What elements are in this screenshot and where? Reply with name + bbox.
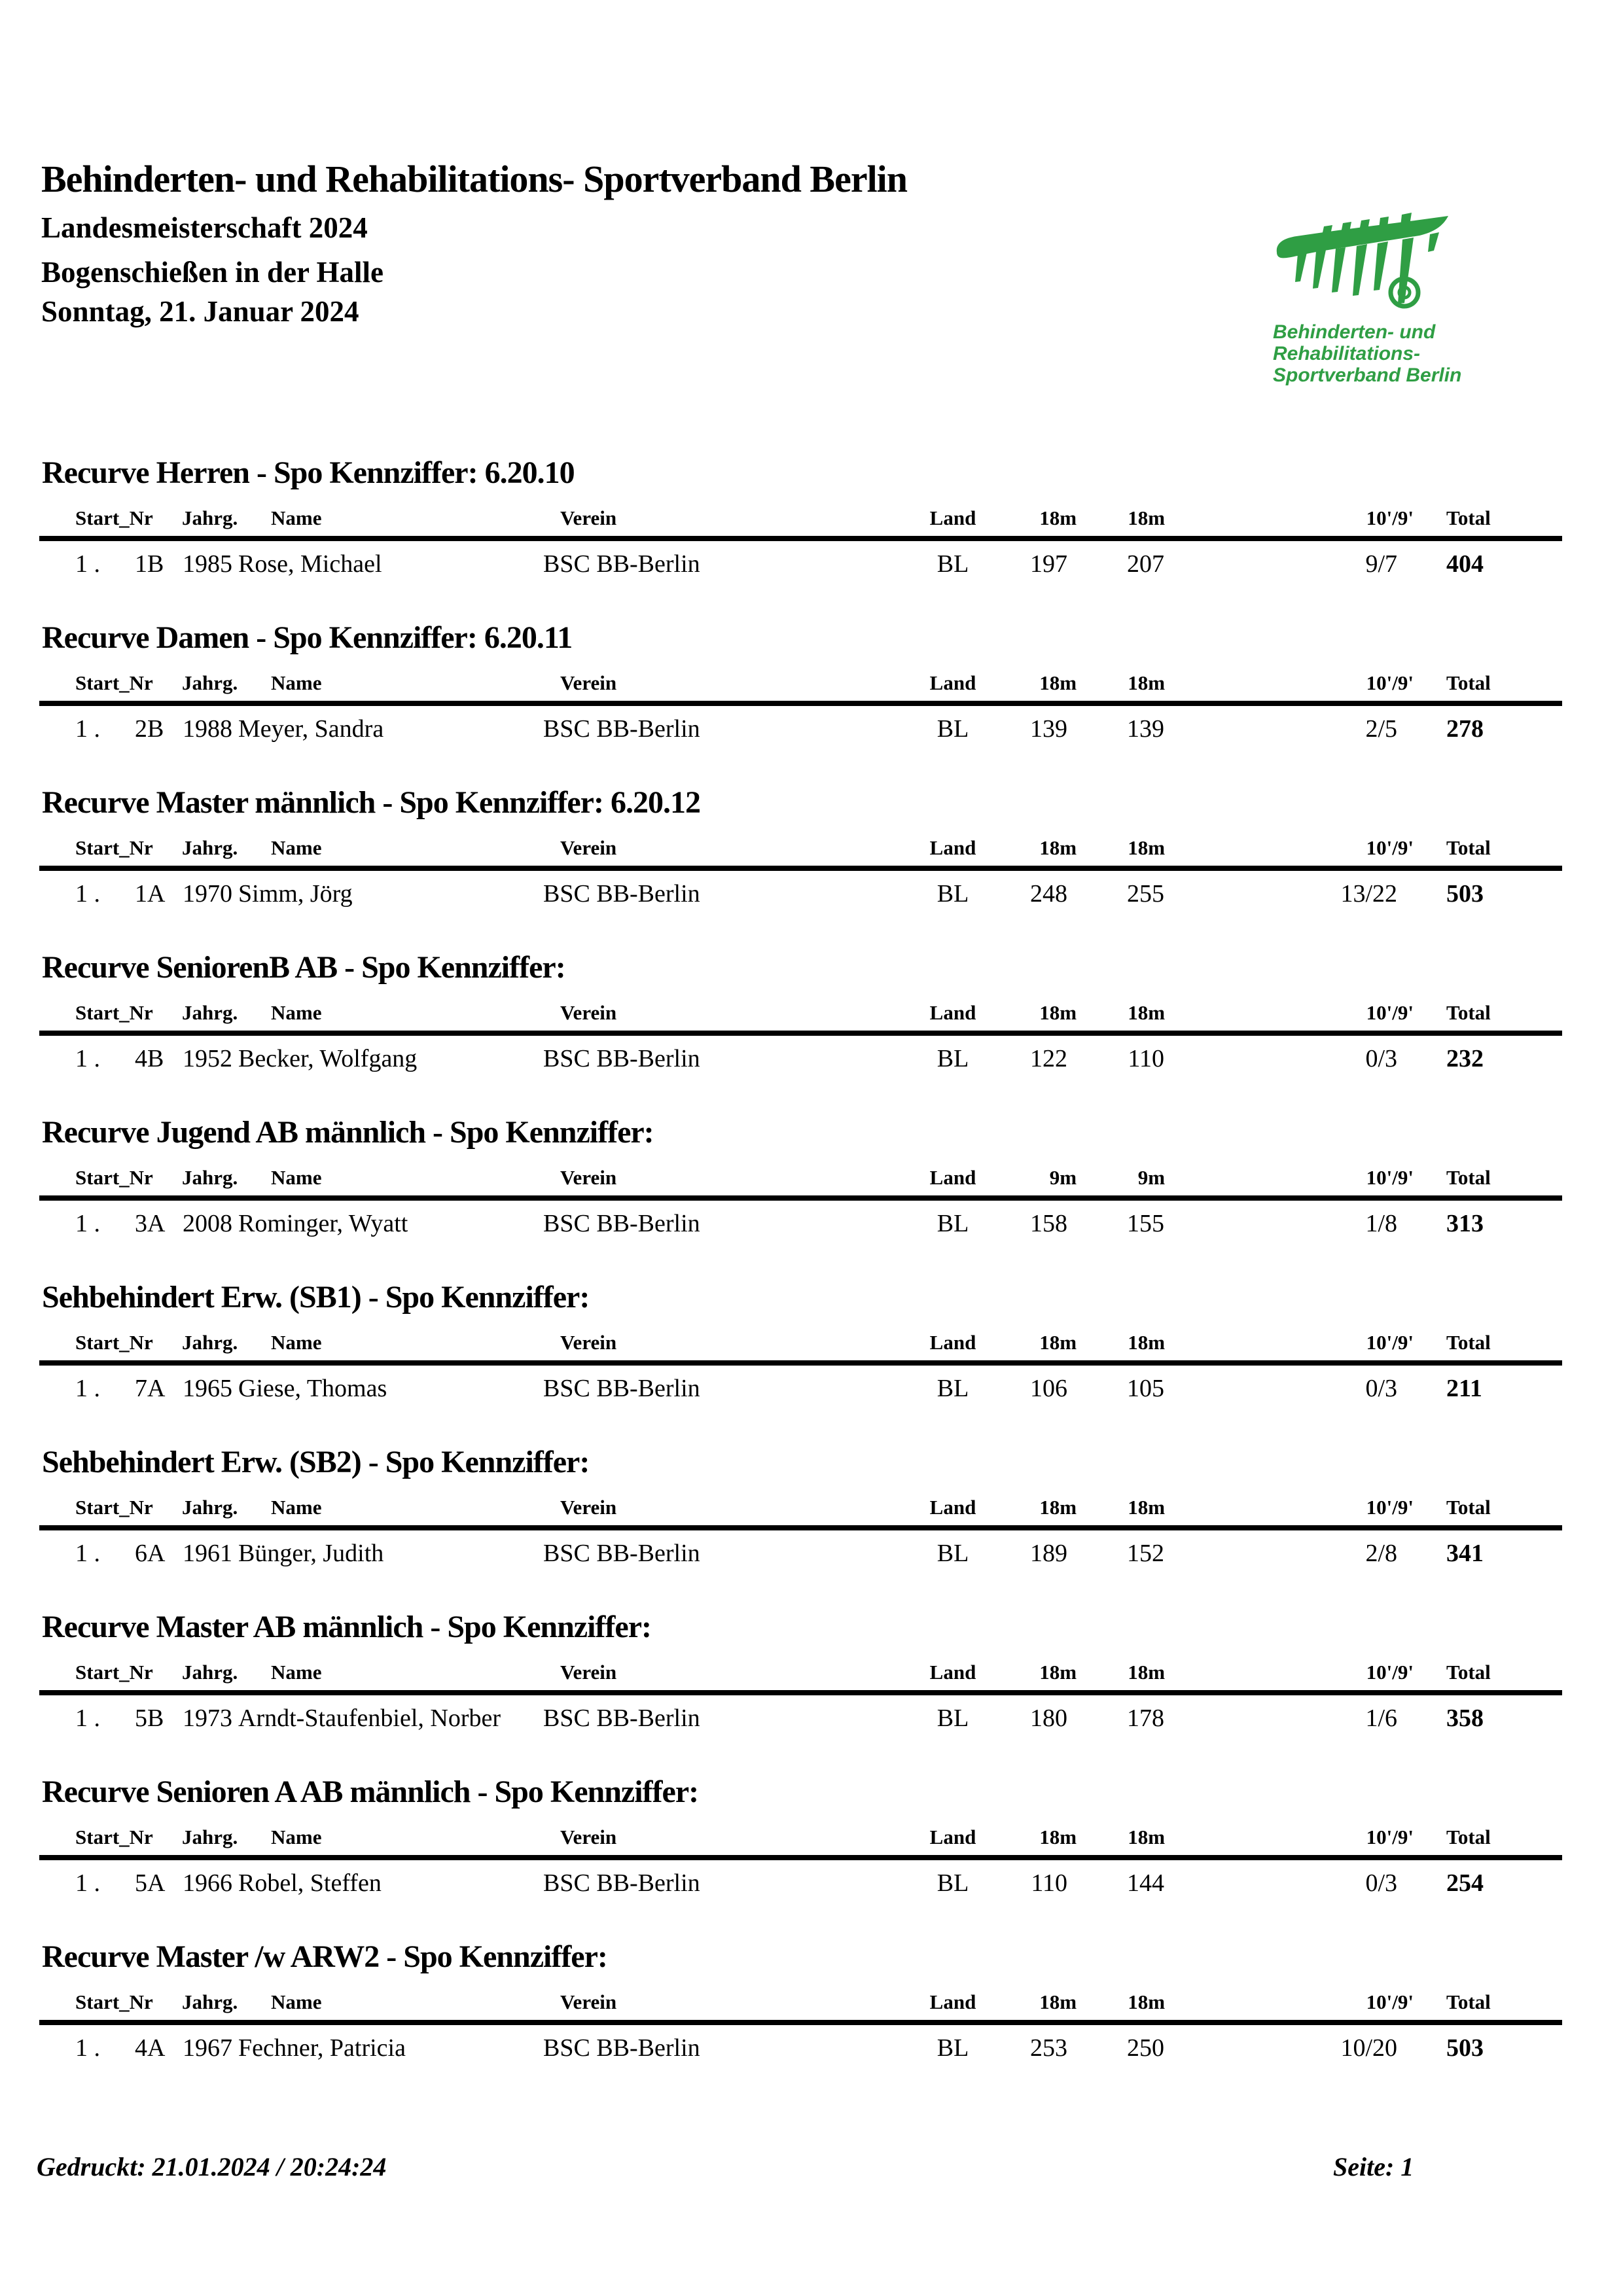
cell-score-2: 110 [1128,1045,1165,1072]
cell-total: 404 [1446,550,1484,578]
cell-land: BL [936,1869,969,1897]
section-heading: Recurve Jugend AB männlich - Spo Kennziffer: [42,1115,654,1150]
results-table [39,834,1562,910]
cell-name: Rominger, Wyatt [238,1210,408,1237]
cell-spacer [1492,2022,1562,2064]
cell-year: 1973 [183,1704,233,1732]
header-land: Land [920,1659,986,1693]
header-tens-nines: 10'/9' [1165,999,1433,1033]
cell-spacer [1492,539,1562,580]
result-section [39,786,1562,910]
cell-score-1: 106 [1030,1375,1068,1402]
results-table [39,1988,1562,2064]
page-number: Seite: 1 [1333,2152,1414,2181]
cell-score-1: 253 [1030,2034,1068,2062]
header-total: Total [1433,834,1492,868]
header-distance-1: 18m [986,1659,1077,1693]
cell-tens-nines: 1/8 [1365,1210,1398,1237]
cell-rank: 1 . [75,550,100,578]
cell-rank: 1 . [75,1869,100,1897]
cell-score-2: 105 [1127,1375,1165,1402]
cell-tens-nines: 1/6 [1365,1704,1398,1732]
table-header-row [39,999,1562,1033]
section-heading: Sehbehindert Erw. (SB1) - Spo Kennziffer: [42,1280,590,1315]
cell-rank: 1 . [75,1540,100,1567]
header-name: Name [238,834,543,868]
section-heading: Recurve Senioren A AB männlich - Spo Kennziffer: [42,1775,699,1809]
cell-tens-nines: 13/22 [1340,880,1398,908]
header-jahrg: Jahrg. [182,504,238,539]
table-row [39,1528,1562,1569]
cell-club: BSC BB-Berlin [543,550,700,578]
header-start-nr: Start_Nr [39,999,182,1033]
table-row [39,868,1562,910]
cell-rank: 1 . [75,2034,100,2062]
cell-score-2: 144 [1127,1869,1165,1897]
header-land: Land [920,1329,986,1363]
header-name: Name [238,669,543,703]
cell-start-nr: 5A [135,1869,166,1897]
cell-rank: 1 . [75,1045,100,1072]
results-table [39,1659,1562,1734]
header-name: Name [238,1988,543,2022]
header-jahrg: Jahrg. [182,1659,238,1693]
cell-spacer [1492,1363,1562,1404]
cell-total: 313 [1446,1210,1484,1237]
header-land: Land [920,669,986,703]
cell-score-2: 139 [1127,715,1165,743]
cell-spacer [1492,1858,1562,1899]
cell-year: 1966 [183,1869,233,1897]
header-jahrg: Jahrg. [182,834,238,868]
cell-start-nr: 6A [135,1540,166,1567]
cell-club: BSC BB-Berlin [543,2034,700,2062]
table-header-row [39,1824,1562,1858]
table-row [39,539,1562,580]
cell-rank: 1 . [75,1210,100,1237]
header-verein: Verein [543,669,920,703]
header-name: Name [238,999,543,1033]
page-title: Behinderten- und Rehabilitations- Sportverband Berlin [41,158,908,200]
cell-name: Meyer, Sandra [238,715,384,743]
cell-name: Becker, Wolfgang [238,1045,418,1072]
table-header-row [39,669,1562,703]
cell-tens-nines: 2/5 [1365,715,1398,743]
header-spacer [1492,1659,1562,1693]
table-row [39,1693,1562,1734]
header-total: Total [1433,999,1492,1033]
cell-name: Arndt-Staufenbiel, Norber [238,1704,501,1732]
header-spacer [1492,1494,1562,1528]
result-section [39,1116,1562,1239]
cell-year: 1952 [183,1045,233,1072]
cell-spacer [1492,703,1562,745]
cell-spacer [1492,1693,1562,1734]
header-tens-nines: 10'/9' [1165,504,1433,539]
header-distance-2: 18m [1077,834,1165,868]
header-tens-nines: 10'/9' [1165,1329,1433,1363]
header-name: Name [238,1164,543,1198]
subtitle-championship: Landesmeisterschaft 2024 [41,211,368,244]
cell-start-nr: 5B [135,1704,164,1732]
cell-score-1: 197 [1030,550,1068,578]
cell-year: 1965 [183,1375,233,1402]
cell-club: BSC BB-Berlin [543,1375,700,1402]
header-distance-2: 18m [1077,1494,1165,1528]
header-verein: Verein [543,504,920,539]
header-jahrg: Jahrg. [182,1494,238,1528]
table-header-row [39,1329,1562,1363]
result-section [39,1445,1562,1569]
cell-club: BSC BB-Berlin [543,1869,700,1897]
header-distance-1: 18m [986,999,1077,1033]
cell-name: Giese, Thomas [238,1375,387,1402]
cell-spacer [1492,1033,1562,1074]
table-row [39,2022,1562,2064]
header-verein: Verein [543,1659,920,1693]
header-land: Land [920,504,986,539]
header-start-nr: Start_Nr [39,1824,182,1858]
header-total: Total [1433,504,1492,539]
cell-year: 2008 [183,1210,233,1237]
cell-score-2: 152 [1127,1540,1165,1567]
result-section [39,951,1562,1074]
header-spacer [1492,669,1562,703]
header-verein: Verein [543,834,920,868]
header-start-nr: Start_Nr [39,1164,182,1198]
cell-club: BSC BB-Berlin [543,880,700,908]
results-table [39,504,1562,580]
header-verein: Verein [543,1164,920,1198]
cell-year: 1970 [183,880,233,908]
logo-text [1273,321,1469,386]
logo-text-line: Sportverband Berlin [1273,364,1462,386]
cell-start-nr: 4A [135,2034,166,2062]
result-section [39,1610,1562,1734]
section-heading: Recurve Master männlich - Spo Kennziffer: 6.20.12 [42,785,700,820]
header-verein: Verein [543,1494,920,1528]
table-header-row [39,1659,1562,1693]
cell-score-1: 122 [1030,1045,1068,1072]
header-distance-2: 18m [1077,1988,1165,2022]
section-heading: Recurve Master AB männlich - Spo Kennziffer: [42,1610,651,1644]
header-total: Total [1433,1329,1492,1363]
header-distance-1: 9m [986,1164,1077,1198]
cell-start-nr: 1B [135,550,164,578]
cell-spacer [1492,1198,1562,1239]
header-distance-1: 18m [986,504,1077,539]
table-row [39,1033,1562,1074]
header-tens-nines: 10'/9' [1165,834,1433,868]
printed-timestamp: Gedruckt: 21.01.2024 / 20:24:24 [37,2152,387,2181]
header-jahrg: Jahrg. [182,669,238,703]
cell-name: Rose, Michael [238,550,382,578]
cell-score-2: 155 [1127,1210,1165,1237]
header-verein: Verein [543,1329,920,1363]
cell-land: BL [936,880,969,908]
cell-score-2: 207 [1127,550,1165,578]
header-distance-2: 18m [1077,504,1165,539]
cell-start-nr: 2B [135,715,164,743]
cell-total: 211 [1446,1375,1482,1402]
header-start-nr: Start_Nr [39,1329,182,1363]
table-header-row [39,504,1562,539]
cell-club: BSC BB-Berlin [543,1704,700,1732]
subtitle-date: Sonntag, 21. Januar 2024 [41,295,359,328]
table-header-row [39,834,1562,868]
header-land: Land [920,1494,986,1528]
header-tens-nines: 10'/9' [1165,1824,1433,1858]
header-distance-1: 18m [986,1988,1077,2022]
cell-total: 254 [1446,1869,1484,1897]
section-heading: Recurve SeniorenB AB - Spo Kennziffer: [42,950,565,985]
header-tens-nines: 10'/9' [1165,1494,1433,1528]
header-distance-2: 18m [1077,999,1165,1033]
header-spacer [1492,1824,1562,1858]
cell-score-1: 248 [1030,880,1068,908]
cell-rank: 1 . [75,880,100,908]
results-table [39,1329,1562,1404]
cell-tens-nines: 0/3 [1365,1375,1398,1402]
document-header [41,158,1154,328]
results-table [39,669,1562,745]
section-heading: Recurve Damen - Spo Kennziffer: 6.20.11 [42,620,573,655]
cell-start-nr: 3A [135,1210,166,1237]
header-spacer [1492,834,1562,868]
cell-tens-nines: 0/3 [1365,1045,1398,1072]
cell-land: BL [936,715,969,743]
header-land: Land [920,999,986,1033]
table-header-row [39,1494,1562,1528]
cell-score-1: 180 [1030,1704,1068,1732]
results-table [39,1824,1562,1899]
cell-land: BL [936,1704,969,1732]
cell-total: 358 [1446,1704,1484,1732]
cell-start-nr: 4B [135,1045,164,1072]
table-header-row [39,1988,1562,2022]
header-distance-1: 18m [986,834,1077,868]
results-table [39,1164,1562,1239]
header-verein: Verein [543,999,920,1033]
cell-rank: 1 . [75,715,100,743]
cell-score-2: 250 [1127,2034,1165,2062]
cell-year: 1967 [183,2034,233,2062]
header-jahrg: Jahrg. [182,999,238,1033]
header-start-nr: Start_Nr [39,504,182,539]
cell-year: 1985 [183,550,233,578]
header-start-nr: Start_Nr [39,834,182,868]
cell-tens-nines: 9/7 [1365,550,1398,578]
result-section [39,1940,1562,2064]
header-tens-nines: 10'/9' [1165,1659,1433,1693]
section-heading: Sehbehindert Erw. (SB2) - Spo Kennziffer: [42,1445,590,1479]
header-total: Total [1433,1494,1492,1528]
cell-land: BL [936,1045,969,1072]
header-start-nr: Start_Nr [39,1659,182,1693]
header-spacer [1492,1164,1562,1198]
subtitle-event: Bogenschießen in der Halle [41,256,383,289]
header-land: Land [920,1164,986,1198]
header-distance-2: 18m [1077,1824,1165,1858]
header-distance-2: 18m [1077,1659,1165,1693]
cell-total: 341 [1446,1540,1484,1567]
cell-club: BSC BB-Berlin [543,715,700,743]
cell-club: BSC BB-Berlin [543,1540,700,1567]
cell-club: BSC BB-Berlin [543,1045,700,1072]
association-logo [1273,213,1469,386]
header-spacer [1492,1329,1562,1363]
header-start-nr: Start_Nr [39,669,182,703]
header-total: Total [1433,1659,1492,1693]
header-start-nr: Start_Nr [39,1494,182,1528]
table-row [39,1363,1562,1404]
section-heading: Recurve Master /w ARW2 - Spo Kennziffer: [42,1939,607,1974]
cell-name: Fechner, Patricia [238,2034,406,2062]
header-name: Name [238,1329,543,1363]
header-distance-2: 18m [1077,669,1165,703]
table-row [39,703,1562,745]
cell-land: BL [936,550,969,578]
header-jahrg: Jahrg. [182,1329,238,1363]
header-total: Total [1433,669,1492,703]
results-table [39,1494,1562,1569]
header-spacer [1492,999,1562,1033]
cell-tens-nines: 2/8 [1365,1540,1398,1567]
cell-spacer [1492,868,1562,910]
result-section [39,621,1562,745]
cell-year: 1988 [183,715,233,743]
logo-text-line: Behinderten- und [1273,321,1436,343]
cell-rank: 1 . [75,1704,100,1732]
header-distance-1: 18m [986,1329,1077,1363]
header-distance-2: 18m [1077,1329,1165,1363]
logo-text-line: Rehabilitations- [1273,343,1421,364]
cell-score-2: 255 [1127,880,1165,908]
header-spacer [1492,1988,1562,2022]
cell-tens-nines: 10/20 [1340,2034,1398,2062]
cell-land: BL [936,1540,969,1567]
table-header-row [39,1164,1562,1198]
header-distance-1: 18m [986,669,1077,703]
header-land: Land [920,1824,986,1858]
cell-score-1: 158 [1030,1210,1068,1237]
header-name: Name [238,504,543,539]
cell-spacer [1492,1528,1562,1569]
cell-tens-nines: 0/3 [1365,1869,1398,1897]
cell-score-1: 189 [1030,1540,1068,1567]
header-start-nr: Start_Nr [39,1988,182,2022]
header-distance-1: 18m [986,1494,1077,1528]
result-section [39,456,1562,580]
header-spacer [1492,504,1562,539]
header-verein: Verein [543,1988,920,2022]
cell-score-1: 110 [1031,1869,1068,1897]
cell-total: 503 [1446,880,1484,908]
section-heading: Recurve Herren - Spo Kennziffer: 6.20.10 [42,455,575,490]
header-name: Name [238,1659,543,1693]
header-total: Total [1433,1824,1492,1858]
logo-figure-icon [1273,213,1456,316]
cell-total: 232 [1446,1045,1484,1072]
header-tens-nines: 10'/9' [1165,669,1433,703]
result-section [39,1775,1562,1899]
cell-name: Simm, Jörg [238,880,353,908]
cell-start-nr: 1A [135,880,166,908]
cell-name: Bünger, Judith [238,1540,384,1567]
header-distance-1: 18m [986,1824,1077,1858]
cell-name: Robel, Steffen [238,1869,382,1897]
header-verein: Verein [543,1824,920,1858]
header-total: Total [1433,1988,1492,2022]
table-row [39,1858,1562,1899]
header-jahrg: Jahrg. [182,1988,238,2022]
cell-club: BSC BB-Berlin [543,1210,700,1237]
header-jahrg: Jahrg. [182,1824,238,1858]
header-land: Land [920,1988,986,2022]
cell-start-nr: 7A [135,1375,166,1402]
header-land: Land [920,834,986,868]
header-distance-2: 9m [1077,1164,1165,1198]
header-tens-nines: 10'/9' [1165,1164,1433,1198]
cell-total: 278 [1446,715,1484,743]
cell-total: 503 [1446,2034,1484,2062]
table-row [39,1198,1562,1239]
cell-land: BL [936,1375,969,1402]
result-section [39,1280,1562,1404]
header-name: Name [238,1824,543,1858]
header-name: Name [238,1494,543,1528]
cell-land: BL [936,2034,969,2062]
cell-land: BL [936,1210,969,1237]
header-jahrg: Jahrg. [182,1164,238,1198]
cell-score-1: 139 [1030,715,1068,743]
cell-year: 1961 [183,1540,233,1567]
header-total: Total [1433,1164,1492,1198]
cell-rank: 1 . [75,1375,100,1402]
results-table [39,999,1562,1074]
cell-score-2: 178 [1127,1704,1165,1732]
header-tens-nines: 10'/9' [1165,1988,1433,2022]
